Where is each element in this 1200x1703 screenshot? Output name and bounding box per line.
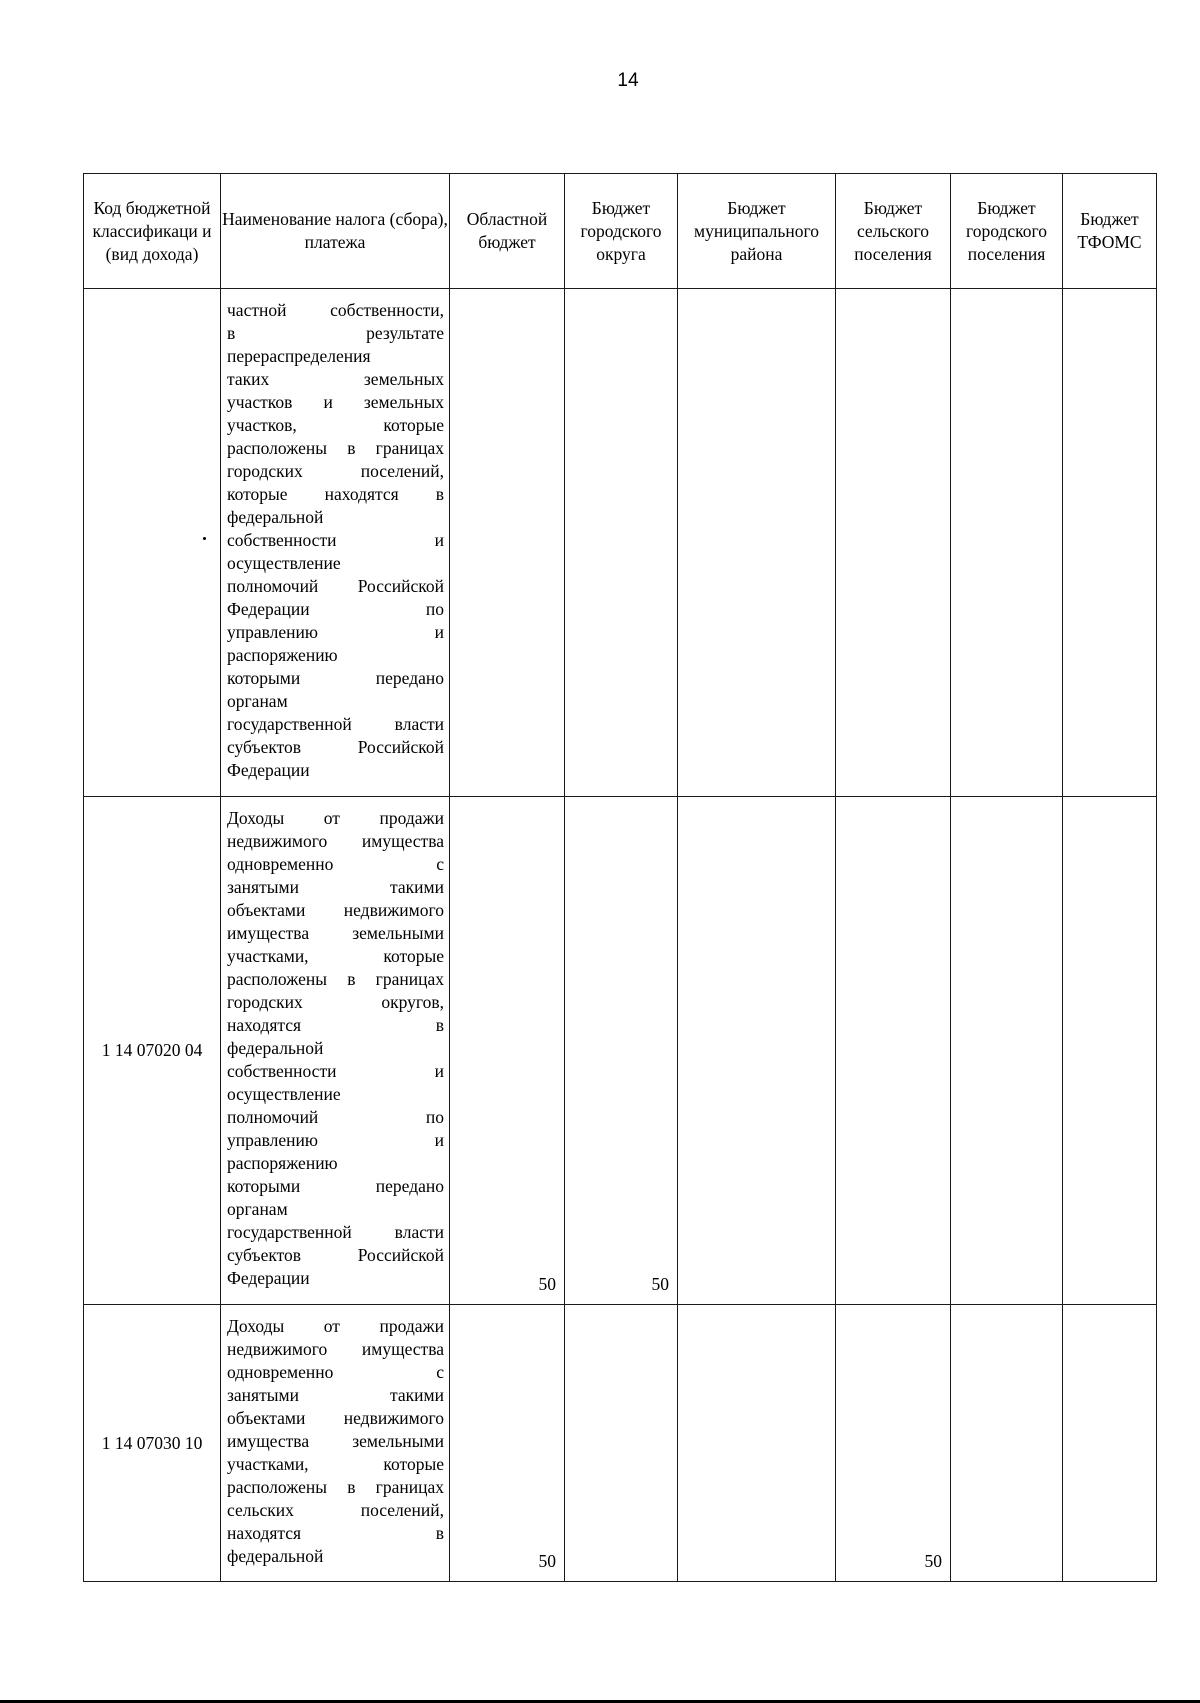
header-city-district-budget: Бюджет городского округа [565,174,678,289]
header-tfoms-budget: Бюджет ТФОМС [1063,174,1157,289]
rural-settlement-budget-cell [836,797,951,1305]
table-row [84,797,1157,1305]
header-urban-settlement-budget: Бюджет городского поселения [951,174,1063,289]
urban-settlement-budget-cell [951,1305,1063,1582]
name-cell: частной собственности, в результате перераспределения таких земельных участков и земельных участков, которые расположены в границах городских поселений, которые находятся в федеральной собственности и осуществление полномочий Российской Федерации по управлению и распоряжению которыми передано органам государственной власти субъектов Российской Федерации [221,289,450,797]
tfoms-budget-cell [1063,289,1157,797]
urban-settlement-budget-cell [951,289,1063,797]
tfoms-budget-cell [1063,1305,1157,1582]
municipal-district-budget-cell [678,1305,836,1582]
regional-budget-cell [450,289,565,797]
stray-dot-mark [203,537,206,540]
code-cell: 1 14 07020 04 [84,797,221,1305]
header-code: Код бюджетной классификаци и (вид дохода) [84,174,221,289]
municipal-district-budget-cell [678,797,836,1305]
urban-settlement-budget-cell [951,797,1063,1305]
budget-classification-table [83,173,1157,1582]
tfoms-budget-cell [1063,797,1157,1305]
city-district-budget-cell [565,289,678,797]
table-row [84,1305,1157,1582]
header-rural-settlement-budget: Бюджет сельского поселения [836,174,951,289]
table-header-row [84,174,1157,289]
regional-budget-cell: 50 [450,1305,565,1582]
header-regional-budget: Областной бюджет [450,174,565,289]
code-cell [84,289,221,797]
name-cell: Доходы от продажи недвижимого имущества одновременно с занятыми такими объектами недвижимого имущества земельными участками, которые расположены в границах сельских поселений, находятся в федеральной [221,1305,450,1582]
city-district-budget-cell: 50 [565,797,678,1305]
name-cell: Доходы от продажи недвижимого имущества одновременно с занятыми такими объектами недвижимого имущества земельными участками, которые расположены в границах городских округов, находятся в федеральной собственности и осуществление полномочий по управлению и распоряжению которыми передано органам государственной власти субъектов Российской Федерации [221,797,450,1305]
header-municipal-district-budget: Бюджет муниципального района [678,174,836,289]
municipal-district-budget-cell [678,289,836,797]
table-row [84,289,1157,797]
code-cell: 1 14 07030 10 [84,1305,221,1582]
page-number: 14 [617,70,639,91]
city-district-budget-cell [565,1305,678,1582]
regional-budget-cell: 50 [450,797,565,1305]
rural-settlement-budget-cell: 50 [836,1305,951,1582]
rural-settlement-budget-cell [836,289,951,797]
header-name: Наименование налога (сбора), платежа [221,174,450,289]
